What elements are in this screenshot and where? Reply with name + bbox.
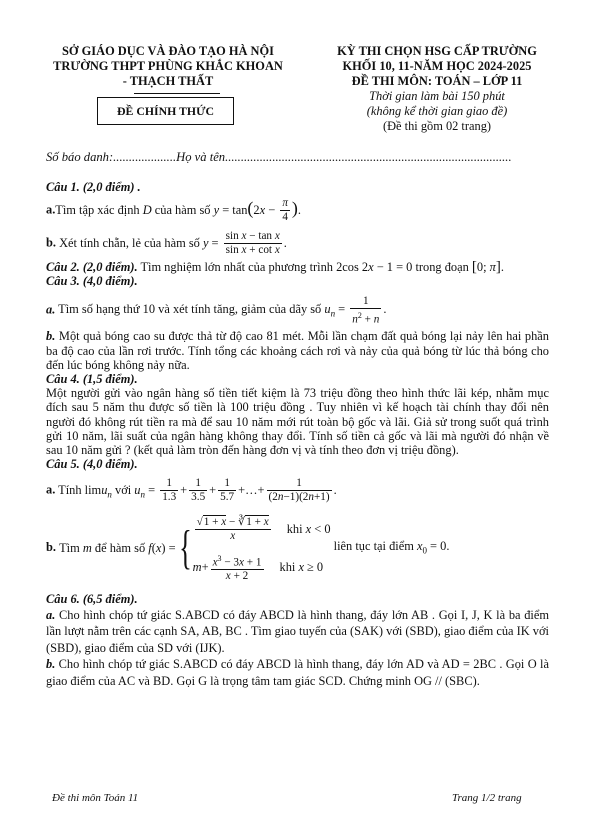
- question-3a-label: a.: [46, 302, 56, 317]
- question-3a-text: Tìm số hạng thứ 10 và xét tính tăng, giảm của dãy số $u_n$ = $\frac{1}{n^2 + n}$ .: [58, 294, 387, 326]
- footer-page-number: Trang 1/2 trang: [452, 792, 522, 804]
- question-3b-text: Một quả bóng cao su được thả từ độ cao 81 mét. Mỗi lần chạm đất quả bóng lại nảy lên hai phần ba độ cao của lần rơi trước. Tính tổng các khoảng cách rơi và nảy của quả bóng từ lúc thả bóng cho đến lúc bóng không nảy nữa.: [46, 329, 549, 372]
- footer-subject: Đề thi môn Toán 11: [52, 792, 139, 804]
- question-3b-label: b.: [46, 329, 56, 344]
- question-2-title: Câu 2. (2,0 điểm).: [46, 260, 138, 275]
- question-5b: [46, 510, 549, 586]
- question-2-text: Tìm nghiệm lớn nhất của phương trình 2cos 2x − 1 = 0 trong đoạn [0; π].: [140, 259, 504, 276]
- question-5a-label: a.: [46, 482, 56, 497]
- question-6b-text: Cho hình chóp tứ giác S.ABCD có đáy ABCD là hình thang, đáy lớn AD và AD = 2BC . Gọi O là giao điểm của AC và BD. Gọi G là trọng tâm tam giác SCD. Chứng minh OG // (SBC).: [46, 657, 549, 688]
- question-3a: [46, 295, 549, 327]
- exam-subject: ĐỀ THI MÔN: TOÁN – LỚP 11: [351, 74, 523, 88]
- question-6b: [46, 656, 549, 689]
- question-3-title: Câu 3. (4,0 điểm).: [46, 274, 138, 289]
- question-5-title: Câu 5. (4,0 điểm).: [46, 457, 138, 472]
- exam-year: KHỐI 10, 11-NĂM HỌC 2024-2025: [342, 59, 532, 73]
- question-1a-label: a.: [46, 202, 56, 217]
- exam-duration-note: (không kể thời gian giao đề): [366, 104, 508, 118]
- exam-name: KỲ THI CHỌN HSG CẤP TRƯỜNG: [337, 44, 537, 58]
- official-exam-box: ĐỀ CHÍNH THỨC: [97, 97, 234, 125]
- question-4-text: Một người gửi vào ngân hàng số tiền tiết kiệm là 73 triệu đồng theo hình thức lãi kép, nhằm mục đích sau 5 năm thu được số tiền là 100 triệu đồng . Tuy nhiên vì kế hoạch tài chính thay đổi nên người đó không rút tiền ra mà để sau 10 năm mới rút toàn bộ gốc và lãi. Giả sử trong suốt quá trình gửi 10 năm, lãi suất của ngân hàng không thay đổi. Tính số tiền cả gốc và lãi mà người đó nhận về sau 10 năm gửi ? (kết quả làm tròn đến hàng đơn vị và tính theo đơn vị triệu đồng).: [46, 386, 549, 457]
- header-divider: [134, 93, 220, 94]
- header-left: [38, 44, 298, 89]
- question-1a-text: Tìm tập xác định D của hàm số y = tan(2x − $\frac{\pi}{4}$ ).: [55, 197, 302, 224]
- question-1b-text: Xét tính chẵn, lẻ của hàm số y = $\frac{\text{sin x − tan x}}{\text{sin x + cot x}}$ .: [59, 230, 287, 257]
- question-1b-label: b.: [46, 235, 56, 250]
- question-6a: [46, 607, 549, 657]
- question-3b: [46, 329, 549, 372]
- school-name: TRƯỜNG THPT PHÙNG KHẮC KHOAN: [53, 59, 283, 73]
- candidate-info-line: Số báo danh:....................Họ và tên...........................................................................................: [46, 150, 512, 164]
- question-6-title: Câu 6. (6,5 điểm).: [46, 592, 138, 607]
- question-1-title: Câu 1. (2,0 điểm) .: [46, 180, 141, 194]
- question-5a-text: Tính limu$_n$ với $u_n$ = $\frac{1}{1.3}$ + $\frac{1}{3.5}$ + $\frac{1}{5.7}$ +…+ $\frac{1}{(2n-1)(2n+1)}$ .: [58, 477, 337, 504]
- exam-page-count: (Đề thi gồm 02 trang): [382, 119, 492, 133]
- exam-content: [46, 180, 549, 689]
- question-5b-label: b.: [46, 540, 56, 555]
- header-right: [306, 44, 568, 134]
- question-6a-label: a.: [46, 607, 56, 622]
- question-5b-text: Tìm m để hàm số f(x) ={ $\frac{√1 + x - ∛1 + x}{x}$ khi x < 0 m + $\frac{x^3 - 3x + 1}{x + 2}$ khi x ≥ 0 liên tục tại điểm $x_0 = 0$.: [59, 515, 450, 583]
- question-4-title: Câu 4. (1,5 điểm).: [46, 371, 138, 386]
- question-1b: [46, 230, 549, 257]
- question-2: [46, 260, 549, 274]
- question-6b-label: b.: [46, 657, 56, 672]
- question-1a: [46, 197, 549, 224]
- question-6a-text: Cho hình chóp tứ giác S.ABCD có đáy ABCD là hình thang, đáy lớn AB . Gọi I, J, K là ba điểm lần lượt nằm trên các cạnh SA, AB, BC . Tìm giao tuyến của (SAK) với (SBD), giao điểm của IK với (SBD), giao điểm của SD với (IJK).: [46, 607, 549, 655]
- department-name: SỞ GIÁO DỤC VÀ ĐÀO TẠO HÀ NỘI: [62, 44, 274, 58]
- school-district: - THẠCH THẤT: [122, 74, 214, 88]
- question-5a: [46, 477, 549, 504]
- exam-duration: Thời gian làm bài 150 phút: [369, 89, 505, 103]
